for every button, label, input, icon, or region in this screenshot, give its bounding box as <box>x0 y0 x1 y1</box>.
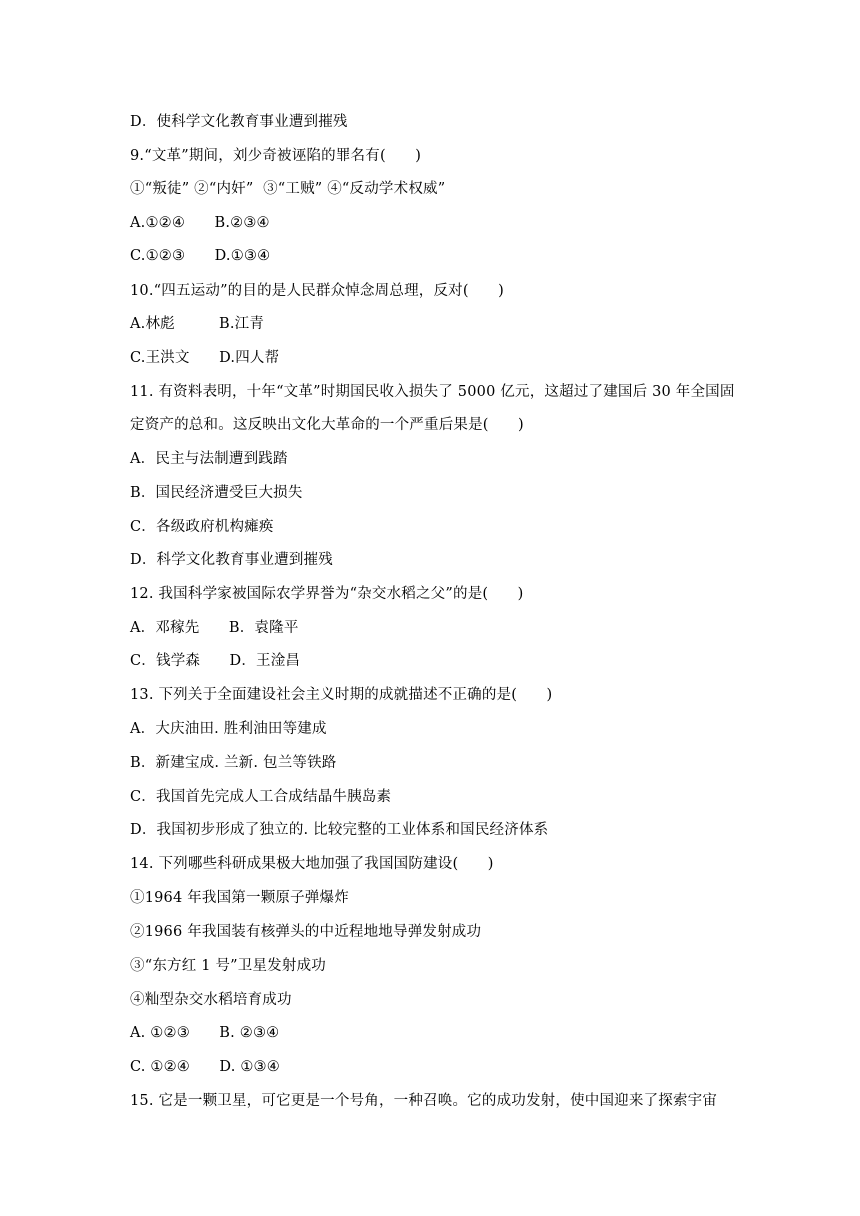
question-9-options-ab: A.①②④ B.②③④ <box>130 215 270 231</box>
question-14-item-2: ②1966 年我国装有核弹头的中近程地地导弹发射成功 <box>130 924 482 940</box>
question-9: 9.“文革”期间，刘少奇被诬陷的罪名有( ) <box>130 148 422 164</box>
option-8d: D．使科学文化教育事业遭到摧残 <box>130 114 348 130</box>
question-15: 15. 它是一颗卫星，可它更是一个号角，一种召唤。它的成功发射，使中国迎来了探索宇宙 <box>130 1093 718 1109</box>
question-11-line-1: 11. 有资料表明，十年“文革”时期国民收入损失了 5000 亿元，这超过了建国后 30 年全国固 <box>130 384 735 400</box>
question-14-item-4: ④籼型杂交水稻培育成功 <box>130 992 292 1008</box>
question-9-options-cd: C.①②③ D.①③④ <box>130 248 271 264</box>
question-12-options-cd: C．钱学森 D．王淦昌 <box>130 653 301 669</box>
question-14-options-ab: A. ①②③ B. ②③④ <box>130 1025 280 1041</box>
question-14: 14. 下列哪些科研成果极大地加强了我国国防建设( ) <box>130 856 494 872</box>
question-13-option-a: A．大庆油田. 胜利油田等建成 <box>130 721 327 737</box>
question-12: 12. 我国科学家被国际农学界誉为“杂交水稻之父”的是( ) <box>130 586 524 602</box>
question-10-options-cd: C.王洪文 D.四人帮 <box>130 350 280 366</box>
question-9-items: ①“叛徒” ②“内奸” ③“工贼” ④“反动学术权威” <box>130 181 446 197</box>
question-13-option-c: C．我国首先完成人工合成结晶牛胰岛素 <box>130 789 392 805</box>
question-11-line-2: 定资产的总和。这反映出文化大革命的一个严重后果是( ) <box>130 417 524 433</box>
question-11-option-d: D．科学文化教育事业遭到摧残 <box>130 552 333 568</box>
question-13: 13. 下列关于全面建设社会主义时期的成就描述不正确的是( ) <box>130 687 553 703</box>
question-11-option-b: B．国民经济遭受巨大损失 <box>130 485 303 501</box>
question-13-option-b: B．新建宝成. 兰新. 包兰等铁路 <box>130 755 337 771</box>
question-10-options-ab: A.林彪 B.江青 <box>130 316 265 332</box>
question-12-options-ab: A．邓稼先 B．袁隆平 <box>130 620 299 636</box>
question-14-item-3: ③“东方红 1 号”卫星发射成功 <box>130 958 326 974</box>
question-13-option-d: D．我国初步形成了独立的. 比较完整的工业体系和国民经济体系 <box>130 822 549 838</box>
question-10: 10.“四五运动”的目的是人民群众悼念周总理，反对( ) <box>130 283 504 299</box>
question-14-item-1: ①1964 年我国第一颗原子弹爆炸 <box>130 890 349 906</box>
question-11-option-a: A．民主与法制遭到践踏 <box>130 451 288 467</box>
question-14-options-cd: C. ①②④ D. ①③④ <box>130 1059 280 1075</box>
question-11-option-c: C．各级政府机构瘫痪 <box>130 519 274 535</box>
